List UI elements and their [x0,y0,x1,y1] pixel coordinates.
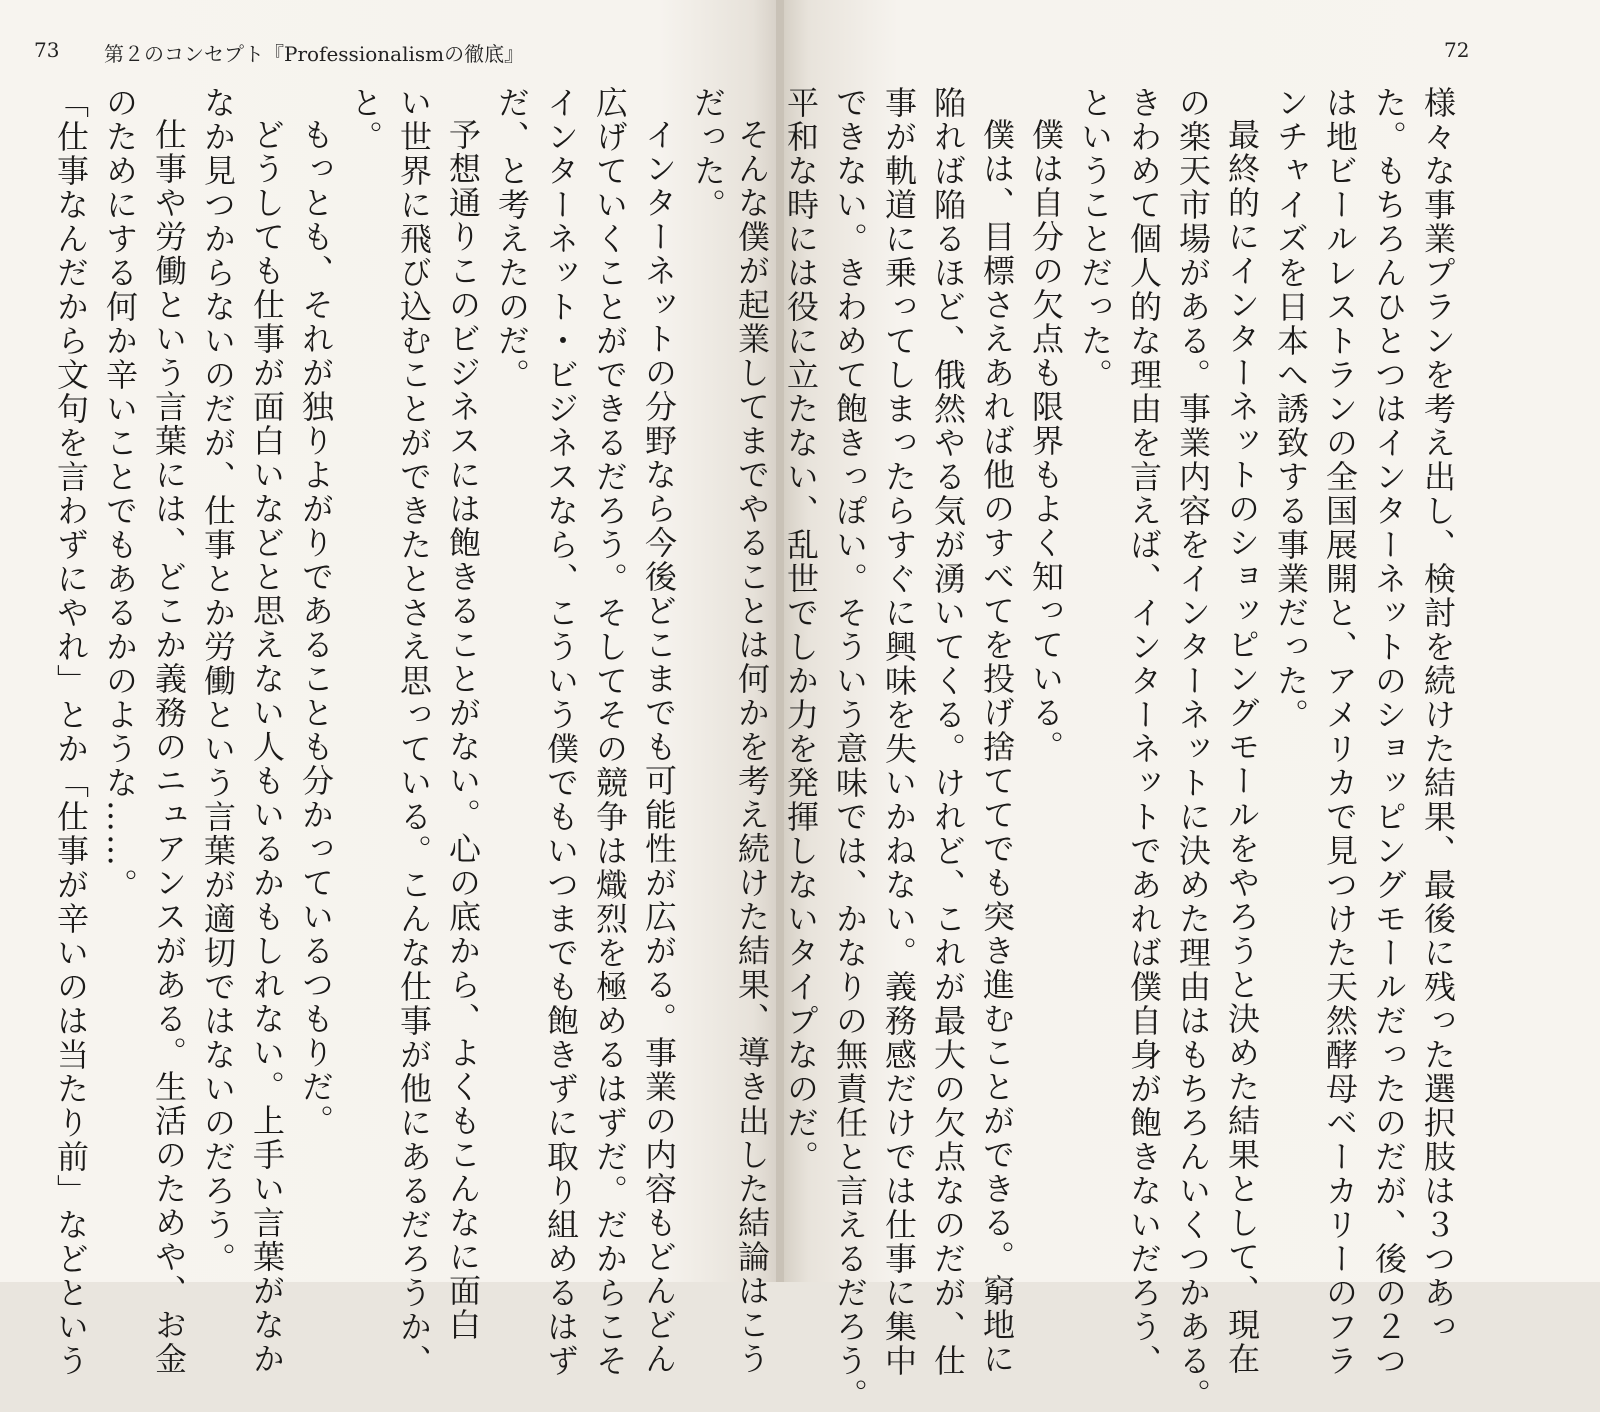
text-line: だった。 [689,86,727,222]
text-line: の楽天市場がある。事業内容をインターネットに決めた理由はもちろんいくつかある。 [1174,86,1212,1412]
page-number-left: 73 [34,38,60,62]
text-line: のためにする何か辛いことでもあるかのような……。 [101,86,139,902]
text-line: ンチャイズを日本へ誘致する事業だった。 [1272,86,1310,732]
right-page-body [733,86,1462,1412]
text-line: 「仕事なんだから文句を言わずにやれ」とか「仕事が辛いのは当たり前」などという [52,86,90,1378]
text-line: い世界に飛び込むことができたとさえ思っている。こんな仕事が他にあるだろうか、 [395,86,433,1378]
text-line: どうしても仕事が面白いなどと思えない人もいるかもしれない。上手い言葉がなか [248,118,286,1376]
text-line: なか見つからないのだが、仕事とか労働という言葉が適切ではないのだろう。 [199,86,237,1276]
text-line: た。もちろんひとつはインターネットのショッピングモールだったのだが、後の２つ [1370,86,1408,1378]
text-line: 仕事や労働という言葉には、どこか義務のニュアンスがある。生活のためや、お金 [150,118,188,1376]
text-line: 事が軌道に乗ってしまったらすぐに興味を失いかねない。義務感だけでは仕事に集中 [880,86,918,1378]
text-line: きわめて個人的な理由を言えば、インターネットであれば僕自身が飽きないだろう、 [1125,86,1163,1378]
text-line: インターネット・ビジネスなら、こういう僕でもいつまでも飽きずに取り組めるはず [542,86,580,1378]
text-line: 僕は、目標さえあれば他のすべてを投げ捨ててでも突き進むことができる。窮地に [978,118,1016,1376]
left-page [0,0,776,1378]
text-line: もっとも、それが独りよがりであることも分かっているつもりだ。 [297,118,335,1138]
text-line: インターネットの分野なら今後どこまでも可能性が広がる。事業の内容もどんどん [640,118,678,1376]
text-line: は地ビールレストランの全国展開と、アメリカで見つけた天然酵母ベーカリーのフラ [1321,86,1359,1378]
text-line: 僕は自分の欠点も限界もよく知っている。 [1027,118,1065,764]
text-line: 陥れば陥るほど、俄然やる気が湧いてくる。けれど、これが最大の欠点なのだが、仕 [929,86,967,1378]
text-line: 様々な事業プランを考え出し、検討を続けた結果、最後に残った選択肢は３つあっ [1419,86,1457,1344]
text-line: 広げていくことができるだろう。そしてその競争は熾烈を極めるはずだ。だからこそ [591,86,629,1378]
text-line: だ、と考えたのだ。 [493,86,531,392]
running-head: 第２のコンセプト『Professionalismの徹底』 [104,42,525,66]
page-number-right: 72 [1444,38,1470,62]
left-page-body [18,86,732,1378]
text-line: そんな僕が起業してまでやることは何かを考え続けた結果、導き出した結論はこう [733,118,771,1376]
text-line: できない。きわめて飽きっぽい。そういう意味では、かなりの無責任と言えるだろう。 [831,86,869,1412]
text-line: 予想通りこのビジネスには飽きることがない。心の底から、よくもこんなに面白 [444,118,482,1342]
text-line: 最終的にインターネットのショッピングモールをやろうと決めた結果として、現在 [1223,118,1261,1376]
text-line: と。 [346,86,384,154]
text-line: 平和な時には役に立たない、乱世でしか力を発揮しないタイプなのだ。 [782,86,820,1174]
text-line: ということだった。 [1076,86,1114,392]
